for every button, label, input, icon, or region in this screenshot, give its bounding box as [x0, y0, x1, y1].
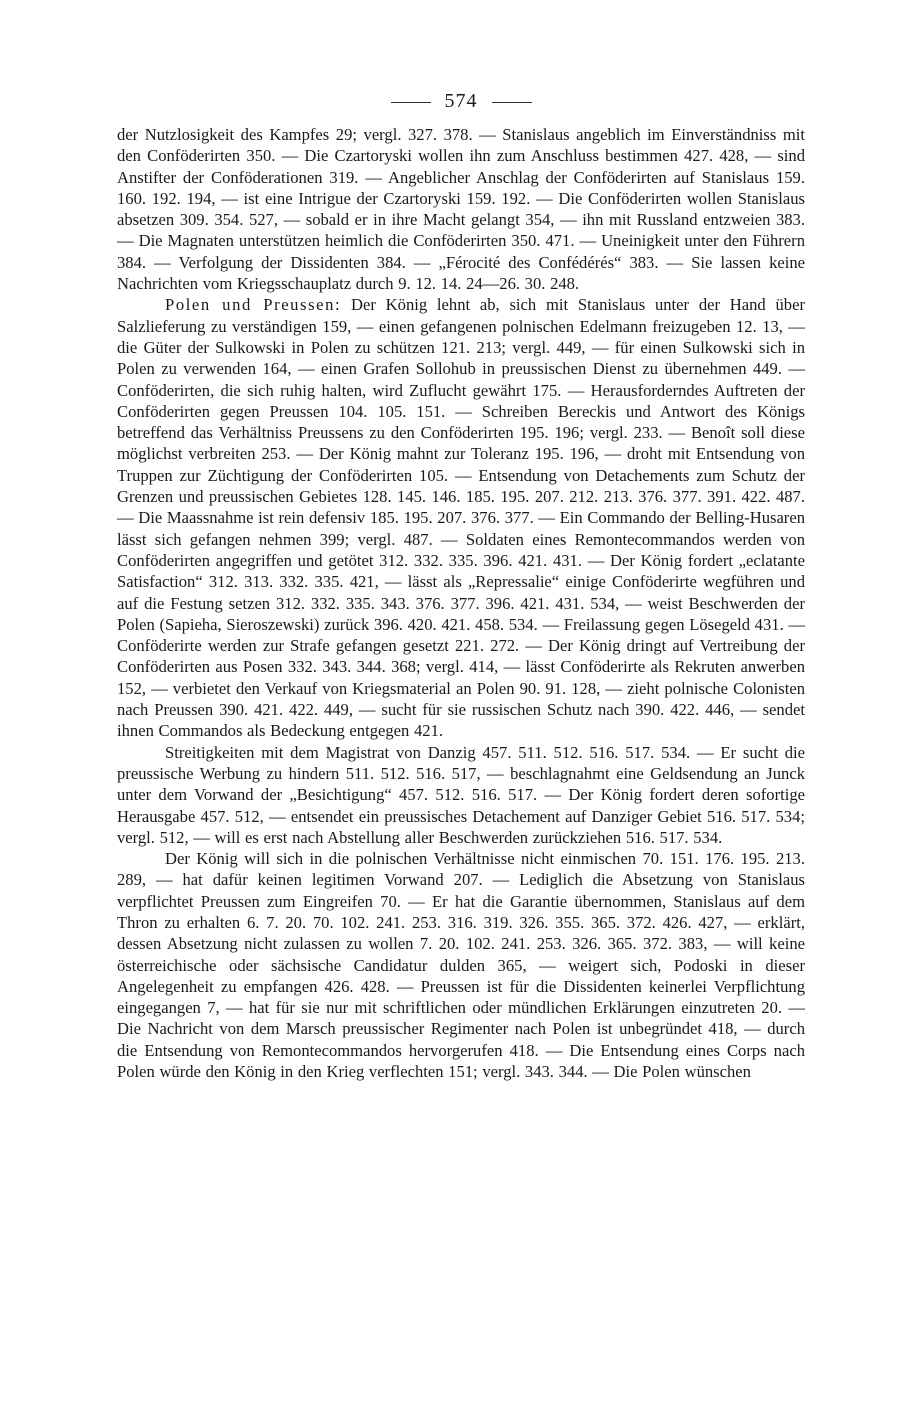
paragraph-text: Streitigkeiten mit dem Magistrat von Danzig 457. 511. 512. 516. 517. 534. — Er sucht die preussische Werbung zu hindern 511. 512. 516. 517, — beschlagnahmt eine Geldsendung an Junck unter dem Vorwand der „Besichtigung“ 457. 512. 516. 517. — Der König fordert deren sofortige Herausgabe 457. 512, — entsendet ein preussisches Detachement auf Danziger Gebiet 516. 517. 534; vergl. 512, — will es erst nach Abstellung aller Beschwerden zurückziehen 516. 517. 534. — [117, 742, 805, 847]
paragraph-text: Der König will sich in die polnischen Verhältnisse nicht einmischen 70. 151. 176. 195. 213. 289, — hat dafür keinen legitimen Vorwand 207. — Lediglich die Absetzung von Stanislaus verpflichtet Preussen zum Eingreifen 70. — Er hat die Garantie übernommen, Stanislaus auf dem Thron zu erhalten 6. 7. 20. 70. 102. 241. 253. 316. 319. 326. 355. 365. 372. 426. 427, — erklärt, dessen Absetzung nicht zulassen zu wollen 7. 20. 102. 241. 253. 326. 365. 372. 383, — will keine österreichische oder sächsische Candidatur dulden 365, — weigert sich, Podoski in dieser Angelegenheit zu empfangen 426. 428. — Preussen ist für die Dissidenten keinerlei Verpflichtung eingegangen 7, — hat für sie nur mit schriftlichen oder mündlichen Erklärungen einzutreten 20. — Die Nachricht von dem Marsch preussischer Regimenter nach Polen ist unbegründet 418, — durch die Entsendung von Remontecommandos hervorgerufen 418. — Die Entsendung eines Corps nach Polen würde den König in den Krieg verflechten 151; vergl. 343. 344. — Die Polen wünschen — [117, 849, 805, 1082]
page-header — [117, 86, 805, 124]
section-heading: Polen und Preussen: — [165, 295, 342, 315]
header-rule-right — [492, 102, 532, 103]
paragraph-text: Der König lehnt ab, sich mit Stanislaus unter der Hand über Salzlieferung zu verständigen 159, — einen gefangenen polnischen Edelmann freizugeben 12. 13, — die Güter der Sulkowski in Polen zu schützen 121. 213; vergl. 449, — für einen Sulkowski sich in Polen zu verwenden 164, — einen Grafen Sollohub in preussischen Dienst zu übernehmen 449. — Conföderirten, die sich ruhig halten, wird Zuflucht gewährt 175. — Herausforderndes Auftreten der Conföderirten gegen Preussen 104. 105. 151. — Schreiben Bereckis und Antwort des Königs betreffend das Verhältniss Preussens zu den Conföderirten 195. 196; vergl. 233. — Benoît soll diese möglichst verbreiten 253. — Der König mahnt zur Toleranz 195. 196, — droht mit Entsendung von Truppen zur Züchtigung der Conföderirten 105. — Entsendung von Detachements zum Schutz der Grenzen und preussischen Gebietes 128. 145. 146. 185. 195. 207. 212. 213. 376. 377. 391. 422. 487. — Die Maassnahme ist rein defensiv 185. 195. 207. 376. 377. — Ein Commando der Belling-Husaren lässt sich gefangen nehmen 399; vergl. 487. — Soldaten eines Remontecommandos werden von Conföderirten angegriffen und getötet 312. 332. 335. 396. 421. 431. — Der König fordert „eclatante Satisfaction“ 312. 313. 332. 335. 421, — lässt als „Repressalie“ einige Conföderirte wegführen und auf die Festung setzen 312. 332. 335. 343. 376. 377. 396. 421. 431. 534, — weist Beschwerden der Polen (Sapieha, Sieroszewski) zurück 396. 420. 421. 458. 534. — Freilassung gegen Lösegeld 431. — Conföderirte werden zur Strafe gefangen gesetzt 221. 272. — Der König dringt auf Vertreibung der Conföderirten aus Posen 332. 343. 344. 368; vergl. 414, — lässt Conföderirte als Rekruten anwerben 152, — verbietet den Verkauf von Kriegsmaterial an Polen 90. 91. 128, — zieht polnische Colonisten nach Preussen 390. 421. 422. 449, — sucht für sie russischen Schutz nach 390. 422. 446, — sendet ihnen Commandos als Bedeckung entgegen 421. — [117, 295, 805, 741]
paragraph — [117, 742, 805, 848]
document-page — [117, 86, 805, 1082]
paragraph-text: der Nutzlosigkeit des Kampfes 29; vergl. 327. 378. — Stanislaus angeblich im Einverständniss mit den Conföderirten 350. — Die Czartoryski wollen ihn zum Anschluss bestimmen 427. 428, — sind Anstifter der Conföderationen 319. — Angeblicher Anschlag der Conföderirten auf Stanislaus 159. 160. 192. 194, — ist eine Intrigue der Czartoryski 159. 192. — Die Conföderirten wollen Stanislaus absetzen 309. 354. 527, — sobald er in ihre Macht gelangt 354, — ihn mit Russland entzweien 383. — Die Magnaten unterstützen heimlich die Conföderirten 350. 471. — Uneinigkeit unter den Führern 384. — Verfolgung der Dissidenten 384. — „Férocité des Confédérés“ 383. — Sie lassen keine Nachrichten vom Kriegsschauplatz durch 9. 12. 14. 24—26. 30. 248. — [117, 125, 805, 294]
paragraph — [117, 294, 805, 741]
header-rule-left — [391, 102, 431, 103]
paragraph — [117, 124, 805, 294]
page-number: 574 — [444, 90, 478, 112]
paragraph — [117, 848, 805, 1082]
